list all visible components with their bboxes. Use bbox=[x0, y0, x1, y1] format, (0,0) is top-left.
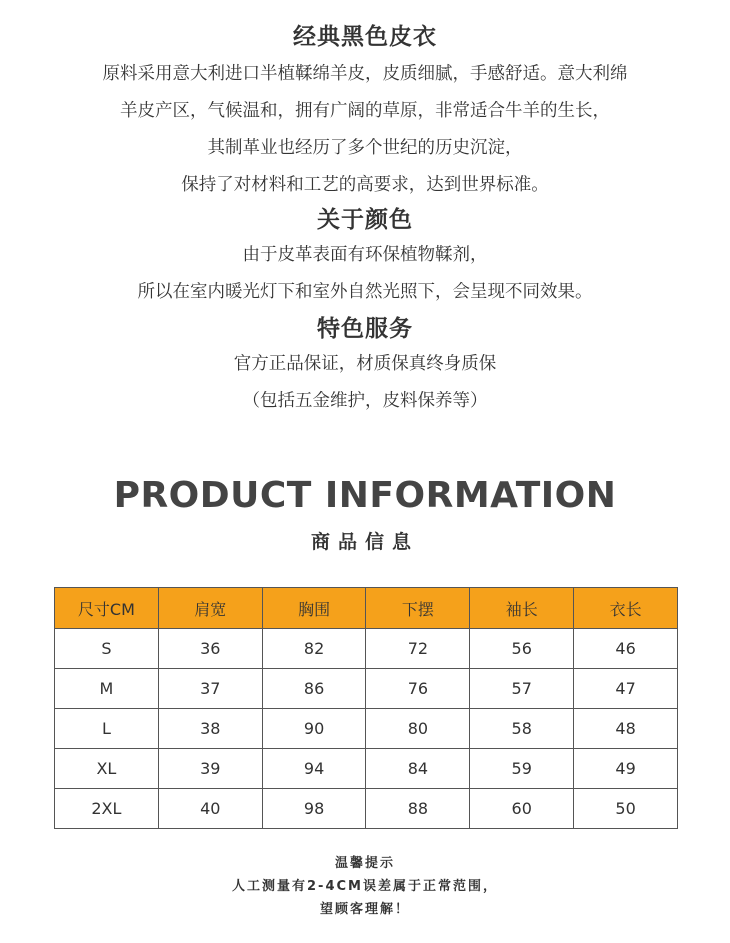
table-cell: 82 bbox=[262, 629, 366, 669]
table-cell: S bbox=[55, 629, 159, 669]
size-table bbox=[54, 587, 678, 829]
table-cell: 38 bbox=[158, 709, 262, 749]
size-table-header-cell: 袖长 bbox=[470, 588, 574, 629]
table-cell: 72 bbox=[366, 629, 470, 669]
table-cell: 58 bbox=[470, 709, 574, 749]
size-table-header-row bbox=[55, 588, 678, 629]
table-cell: 88 bbox=[366, 789, 470, 829]
feature-line: 官方正品保证，材质保真终身质保 bbox=[233, 354, 497, 374]
table-cell: 59 bbox=[470, 749, 574, 789]
size-table-header-cell: 衣长 bbox=[574, 588, 678, 629]
color-line: 由于皮革表面有环保植物鞣剂， bbox=[242, 245, 488, 265]
intro-section bbox=[0, 20, 730, 204]
table-cell: 56 bbox=[470, 629, 574, 669]
intro-line: 保持了对材料和工艺的高要求，达到世界标准。 bbox=[181, 175, 549, 195]
table-cell: 84 bbox=[366, 749, 470, 789]
table-cell: 40 bbox=[158, 789, 262, 829]
table-cell: 76 bbox=[366, 669, 470, 709]
table-cell: XL bbox=[55, 749, 159, 789]
table-row bbox=[55, 709, 678, 749]
size-table-header-cell: 下摆 bbox=[366, 588, 470, 629]
table-cell: 47 bbox=[574, 669, 678, 709]
table-cell: 50 bbox=[574, 789, 678, 829]
intro-line: 其制革业也经历了多个世纪的历史沉淀， bbox=[207, 138, 523, 158]
table-cell: 37 bbox=[158, 669, 262, 709]
table-cell: 98 bbox=[262, 789, 366, 829]
table-cell: 57 bbox=[470, 669, 574, 709]
warm-tip-line: 人工测量有2-4CM误差属于正常范围， bbox=[232, 879, 498, 894]
color-title: 关于颜色 bbox=[317, 207, 413, 233]
table-cell: 80 bbox=[366, 709, 470, 749]
intro-line: 原料采用意大利进口半植鞣绵羊皮，皮质细腻，手感舒适。意大利绵 bbox=[102, 64, 628, 84]
warm-tip-line: 望顾客理解！ bbox=[319, 902, 410, 917]
product-information-title: PRODUCT INFORMATION bbox=[113, 475, 617, 516]
warm-tip-title: 温馨提示 bbox=[334, 856, 395, 871]
table-row bbox=[55, 629, 678, 669]
table-cell: 48 bbox=[574, 709, 678, 749]
table-cell: 86 bbox=[262, 669, 366, 709]
color-line: 所以在室内暖光灯下和室外自然光照下，会呈现不同效果。 bbox=[137, 282, 593, 302]
intro-line: 羊皮产区，气候温和，拥有广阔的草原，非常适合牛羊的生长， bbox=[120, 101, 610, 121]
table-cell: 90 bbox=[262, 709, 366, 749]
table-cell: 36 bbox=[158, 629, 262, 669]
table-cell: 60 bbox=[470, 789, 574, 829]
feature-title: 特色服务 bbox=[317, 316, 413, 342]
intro-title: 经典黑色皮衣 bbox=[293, 24, 437, 50]
table-cell: 49 bbox=[574, 749, 678, 789]
size-table-header-cell: 胸围 bbox=[262, 588, 366, 629]
table-row bbox=[55, 789, 678, 829]
size-table-header-cell: 肩宽 bbox=[158, 588, 262, 629]
color-section bbox=[0, 203, 730, 311]
feature-section bbox=[0, 312, 730, 420]
table-cell: 39 bbox=[158, 749, 262, 789]
table-cell: 94 bbox=[262, 749, 366, 789]
table-row bbox=[55, 749, 678, 789]
table-cell: 2XL bbox=[55, 789, 159, 829]
size-table-header-cell: 尺寸CM bbox=[55, 588, 159, 629]
table-cell: 46 bbox=[574, 629, 678, 669]
table-cell: M bbox=[55, 669, 159, 709]
product-information-subtitle: 商品信息 bbox=[310, 531, 419, 553]
feature-line: （包括五金维护，皮料保养等） bbox=[242, 391, 488, 411]
table-cell: L bbox=[55, 709, 159, 749]
table-row bbox=[55, 669, 678, 709]
warm-tip bbox=[0, 852, 730, 921]
